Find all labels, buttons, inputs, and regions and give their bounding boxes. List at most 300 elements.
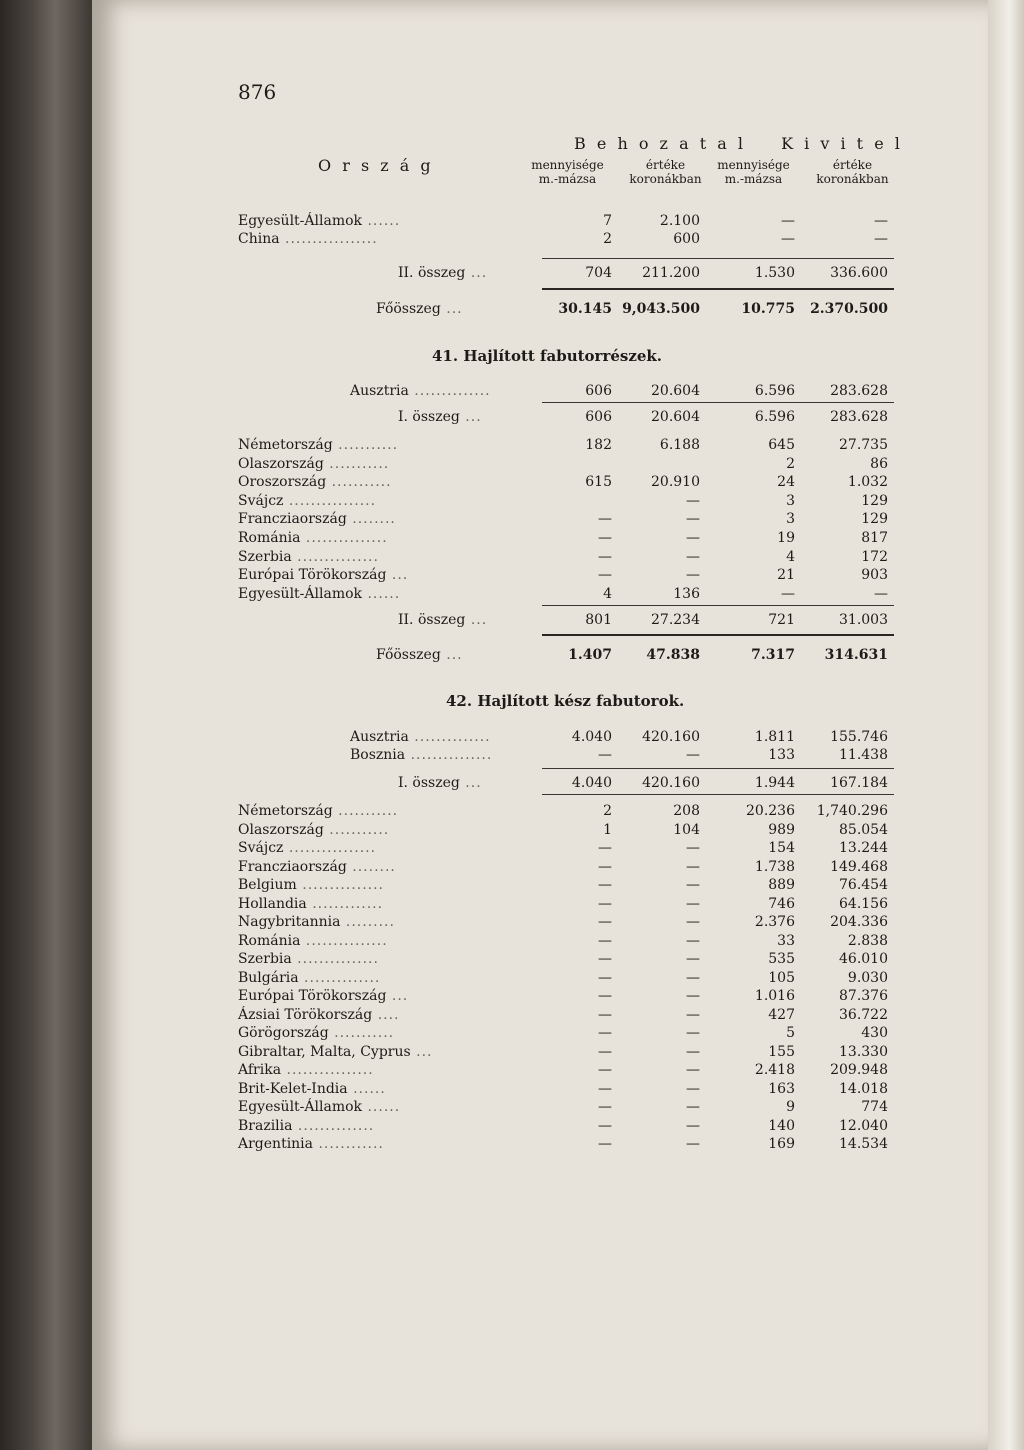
- row-value-4: 817: [861, 530, 888, 546]
- row-label-text: Francziaország: [238, 511, 347, 528]
- row-country: [238, 839, 376, 857]
- row-value-3: 169: [768, 1136, 795, 1152]
- sum-row: [0, 408, 1024, 426]
- row-value-1: 606: [585, 383, 612, 399]
- table-row: [0, 932, 1024, 950]
- row-value-1: —: [598, 877, 612, 893]
- row-value-2: 420.160: [642, 729, 700, 745]
- row-label-text: Olaszország: [238, 455, 324, 472]
- row-value-4: 209.948: [830, 1062, 888, 1078]
- row-value-3: —: [781, 585, 795, 602]
- row-value-2: 208: [673, 803, 700, 819]
- row-value-1: 4.040: [571, 775, 612, 791]
- row-country: [238, 895, 383, 913]
- table-row: [0, 969, 1024, 987]
- row-value-2: —: [686, 548, 700, 565]
- header-export-value: értéke koronákban: [816, 158, 889, 186]
- row-value-2: 20.604: [651, 383, 700, 399]
- row-value-2: —: [686, 1062, 700, 1078]
- row-value-2: 20.604: [651, 409, 700, 425]
- row-value-4: 903: [861, 567, 888, 584]
- row-value-3: —: [781, 213, 795, 229]
- row-value-2: —: [686, 1099, 700, 1115]
- row-value-1: 182: [585, 437, 612, 453]
- row-value-1: 4.040: [571, 729, 612, 745]
- row-value-1: —: [598, 1062, 612, 1078]
- row-value-2: —: [686, 877, 700, 893]
- leader-dots: ..............: [408, 729, 491, 745]
- row-value-3: 6.596: [754, 409, 795, 425]
- leader-dots: ......: [362, 213, 401, 229]
- row-label-text: Románia: [238, 932, 301, 949]
- header-import: B e h o z a t a l: [574, 134, 746, 153]
- row-label-text: Európai Törökország: [238, 567, 387, 584]
- row-value-2: —: [686, 1080, 700, 1097]
- row-value-2: —: [686, 492, 700, 509]
- leader-dots: ...............: [291, 548, 379, 565]
- leader-dots: ...: [440, 647, 463, 663]
- table-row: [0, 821, 1024, 839]
- row-value-1: 615: [585, 474, 612, 491]
- row-value-2: —: [686, 988, 700, 1004]
- row-value-4: 129: [861, 492, 888, 509]
- row-label-text: Németország: [238, 437, 333, 453]
- row-country: [238, 950, 379, 968]
- row-value-2: —: [686, 932, 700, 949]
- row-label-text: Ázsiai Törökország: [238, 1006, 373, 1023]
- table-row: [0, 802, 1024, 820]
- row-sum-label: [398, 774, 482, 792]
- sum-row: [0, 774, 1024, 792]
- table-rule: [542, 258, 894, 259]
- row-value-1: —: [598, 988, 612, 1004]
- row-label-text: Ausztria: [350, 383, 409, 399]
- row-country: [238, 913, 395, 931]
- row-value-2: —: [686, 1006, 700, 1023]
- leader-dots: ......: [347, 1080, 386, 1097]
- row-value-4: 14.534: [839, 1136, 888, 1152]
- table-row: [0, 913, 1024, 931]
- row-value-2: —: [686, 895, 700, 912]
- sum-row: [0, 611, 1024, 629]
- row-country: [238, 510, 396, 528]
- row-value-4: 85.054: [839, 821, 888, 838]
- table-row: [0, 858, 1024, 876]
- row-label-text: Szerbia: [238, 548, 292, 565]
- row-value-3: 33: [777, 932, 795, 949]
- leader-dots: ........: [346, 511, 396, 528]
- row-label-text: Nagybritannia: [238, 914, 341, 930]
- table-rule: [542, 768, 894, 769]
- row-value-3: 20.236: [746, 803, 795, 819]
- total-row: [0, 646, 1024, 664]
- row-value-3: 4: [786, 548, 795, 565]
- row-value-1: —: [598, 1043, 612, 1060]
- row-country: [238, 585, 400, 603]
- row-label-text: Görögország: [238, 1025, 329, 1041]
- table-row: [0, 1006, 1024, 1024]
- row-value-4: 87.376: [839, 988, 888, 1004]
- row-value-1: —: [598, 858, 612, 875]
- row-value-4: 1.032: [847, 474, 888, 491]
- row-value-4: 13.330: [839, 1043, 888, 1060]
- row-value-1: 1.407: [568, 647, 612, 663]
- table-row: [0, 1024, 1024, 1042]
- row-value-3: 645: [768, 437, 795, 453]
- row-value-1: —: [598, 932, 612, 949]
- row-value-1: —: [598, 914, 612, 930]
- row-value-4: 172: [861, 548, 888, 565]
- table-row: [0, 1098, 1024, 1116]
- row-value-1: —: [598, 1080, 612, 1097]
- row-value-2: —: [686, 858, 700, 875]
- row-value-1: 1: [603, 821, 612, 838]
- row-value-4: 2.838: [847, 932, 888, 949]
- table-rule: [542, 794, 894, 795]
- leader-dots: ...: [465, 612, 488, 628]
- header-export-qty: mennyisége m.-mázsa: [717, 158, 790, 186]
- row-value-3: 3: [786, 492, 795, 509]
- row-label-text: I. összeg: [398, 775, 460, 791]
- table-row: [0, 1061, 1024, 1079]
- row-value-1: —: [598, 548, 612, 565]
- row-value-4: 27.735: [839, 437, 888, 453]
- row-value-4: 64.156: [839, 895, 888, 912]
- row-label-text: Argentinia: [238, 1136, 314, 1152]
- row-value-3: 2: [786, 455, 795, 472]
- leader-dots: ...: [465, 265, 488, 281]
- row-value-4: 167.184: [830, 775, 888, 791]
- row-label-text: Egyesült-Államok: [238, 585, 363, 602]
- row-sum-label: [376, 646, 463, 664]
- row-value-4: 336.600: [830, 265, 888, 281]
- row-label-text: Bulgária: [238, 969, 299, 986]
- row-value-3: 1.811: [754, 729, 795, 745]
- row-country: [238, 802, 398, 820]
- section-title: 42. Hajlított kész fabutorok.: [446, 692, 685, 710]
- leader-dots: ...........: [323, 455, 390, 472]
- table-row: [0, 492, 1024, 510]
- row-value-1: 2: [603, 803, 612, 819]
- leader-dots: .................: [279, 231, 378, 247]
- leader-dots: ...........: [332, 803, 399, 819]
- row-value-4: —: [874, 213, 888, 229]
- row-value-3: 889: [768, 877, 795, 893]
- row-value-3: 21: [777, 567, 795, 584]
- row-value-3: 2.418: [754, 1062, 795, 1078]
- row-value-2: 104: [673, 821, 700, 838]
- row-label-text: China: [238, 231, 280, 247]
- row-value-3: 721: [768, 612, 795, 628]
- header-export: K i v i t e l: [781, 134, 903, 153]
- row-value-4: 12.040: [839, 1117, 888, 1134]
- row-value-2: —: [686, 1025, 700, 1041]
- row-value-1: 801: [585, 612, 612, 628]
- row-label-text: I. összeg: [398, 409, 460, 425]
- row-value-3: 3: [786, 511, 795, 528]
- row-country: [350, 746, 492, 764]
- row-value-4: 129: [861, 511, 888, 528]
- row-label-text: Afrika: [238, 1062, 282, 1078]
- row-value-2: —: [686, 1117, 700, 1134]
- row-value-1: —: [598, 895, 612, 912]
- row-value-2: —: [686, 530, 700, 546]
- row-label-text: Európai Törökország: [238, 988, 387, 1004]
- row-label-text: Olaszország: [238, 821, 324, 838]
- row-value-3: 10.775: [741, 301, 795, 317]
- row-value-3: 2.376: [754, 914, 795, 930]
- row-value-1: —: [598, 567, 612, 584]
- header-country: O r s z á g: [318, 156, 434, 175]
- row-value-3: 163: [768, 1080, 795, 1097]
- row-value-4: 149.468: [830, 858, 888, 875]
- sum-row: [0, 264, 1024, 282]
- table-row: [0, 230, 1024, 248]
- table-row: [0, 212, 1024, 230]
- row-value-3: 140: [768, 1117, 795, 1134]
- table-row: [0, 382, 1024, 400]
- row-value-1: 606: [585, 409, 612, 425]
- header-import-qty: mennyisége m.-mázsa: [531, 158, 604, 186]
- row-value-2: 211.200: [642, 265, 700, 281]
- row-value-2: 136: [673, 585, 700, 602]
- leader-dots: .............: [306, 895, 384, 912]
- row-country: [238, 455, 389, 473]
- row-country: [238, 1043, 433, 1061]
- total-row: [0, 300, 1024, 318]
- leader-dots: ...............: [405, 747, 493, 764]
- row-value-4: 46.010: [839, 951, 888, 967]
- row-value-3: 535: [768, 951, 795, 967]
- leader-dots: ....: [372, 1006, 400, 1023]
- row-country: [238, 212, 400, 230]
- row-value-3: 105: [768, 969, 795, 986]
- row-country: [238, 969, 380, 987]
- row-value-3: 9: [786, 1099, 795, 1115]
- row-label-text: Svájcz: [238, 840, 284, 856]
- row-value-2: 600: [673, 231, 700, 247]
- row-country: [350, 382, 491, 400]
- leader-dots: ...............: [291, 951, 379, 967]
- row-value-2: —: [686, 914, 700, 930]
- table-rule: [542, 605, 894, 606]
- row-label-text: Oroszország: [238, 474, 327, 491]
- table-rule: [542, 402, 894, 403]
- table-row: [0, 529, 1024, 547]
- row-country: [238, 1080, 386, 1098]
- leader-dots: ........: [346, 858, 396, 875]
- row-value-2: —: [686, 511, 700, 528]
- row-value-4: —: [874, 585, 888, 602]
- row-value-3: 7.317: [751, 647, 795, 663]
- row-label-text: II. összeg: [398, 612, 466, 628]
- row-label-text: Hollandia: [238, 895, 307, 912]
- row-value-1: —: [598, 511, 612, 528]
- table-row: [0, 1080, 1024, 1098]
- row-value-1: —: [598, 1117, 612, 1134]
- leader-dots: ...: [386, 988, 409, 1004]
- table-row: [0, 1043, 1024, 1061]
- row-country: [238, 492, 376, 510]
- row-sum-label: [398, 408, 482, 426]
- table-row: [0, 436, 1024, 454]
- table-row: [0, 728, 1024, 746]
- row-label-text: Egyesült-Államok: [238, 213, 363, 229]
- row-country: [238, 1098, 400, 1116]
- table-row: [0, 895, 1024, 913]
- row-label-text: Brit-Kelet-India: [238, 1080, 348, 1097]
- row-value-2: 420.160: [642, 775, 700, 791]
- row-value-1: 30.145: [558, 301, 612, 317]
- leader-dots: ................: [283, 840, 377, 856]
- row-label-text: Németország: [238, 803, 333, 819]
- row-value-3: —: [781, 231, 795, 247]
- row-value-2: —: [686, 567, 700, 584]
- row-country: [238, 876, 384, 894]
- row-value-4: 76.454: [839, 877, 888, 893]
- table-row: [0, 746, 1024, 764]
- leader-dots: ...............: [296, 877, 384, 893]
- leader-dots: ...........: [328, 1025, 395, 1041]
- leader-dots: ..............: [408, 383, 491, 399]
- row-sum-label: [376, 300, 463, 318]
- row-label-text: Francziaország: [238, 858, 347, 875]
- row-value-4: 2.370.500: [810, 301, 888, 317]
- row-value-3: 133: [768, 747, 795, 764]
- table-row: [0, 548, 1024, 566]
- row-label-text: Bosznia: [350, 747, 406, 764]
- row-value-4: 1,740.296: [816, 803, 888, 819]
- row-label-text: Főösszeg: [376, 647, 441, 663]
- row-value-2: 20.910: [651, 474, 700, 491]
- table-row: [0, 987, 1024, 1005]
- row-country: [238, 1006, 400, 1024]
- row-value-3: 5: [786, 1025, 795, 1041]
- row-value-3: 154: [768, 840, 795, 856]
- table-row: [0, 876, 1024, 894]
- table-row: [0, 1135, 1024, 1153]
- row-value-3: 427: [768, 1006, 795, 1023]
- row-country: [350, 728, 491, 746]
- row-value-4: 36.722: [839, 1006, 888, 1023]
- row-value-3: 989: [768, 821, 795, 838]
- row-value-2: —: [686, 1043, 700, 1060]
- row-value-1: 2: [603, 231, 612, 247]
- section-title: 41. Hajlított fabutorrészek.: [432, 347, 663, 365]
- table-rule: [542, 288, 894, 290]
- row-value-2: —: [686, 840, 700, 856]
- leader-dots: ..............: [292, 1117, 375, 1134]
- row-value-4: 283.628: [830, 409, 888, 425]
- row-country: [238, 987, 408, 1005]
- page-number: 876: [238, 80, 277, 104]
- row-value-4: 774: [861, 1099, 888, 1115]
- leader-dots: ...: [440, 301, 463, 317]
- row-value-1: —: [598, 747, 612, 764]
- row-value-2: —: [686, 747, 700, 764]
- row-value-4: —: [874, 231, 888, 247]
- table-rule: [542, 634, 894, 636]
- leader-dots: ...............: [300, 530, 388, 546]
- row-country: [238, 529, 388, 547]
- row-value-4: 314.631: [824, 647, 888, 663]
- row-label-text: Ausztria: [350, 729, 409, 745]
- row-value-1: —: [598, 969, 612, 986]
- header-import-value: értéke koronákban: [629, 158, 702, 186]
- row-value-4: 155.746: [830, 729, 888, 745]
- row-value-3: 1.738: [754, 858, 795, 875]
- row-value-1: —: [598, 840, 612, 856]
- row-country: [238, 230, 378, 248]
- row-value-3: 155: [768, 1043, 795, 1060]
- row-value-3: 24: [777, 474, 795, 491]
- row-value-3: 1.016: [754, 988, 795, 1004]
- row-label-text: Főösszeg: [376, 301, 441, 317]
- row-value-4: 14.018: [839, 1080, 888, 1097]
- row-value-3: 746: [768, 895, 795, 912]
- row-value-4: 31.003: [839, 612, 888, 628]
- row-country: [238, 932, 388, 950]
- row-value-2: 9,043.500: [622, 301, 700, 317]
- leader-dots: ..............: [298, 969, 381, 986]
- row-country: [238, 1024, 394, 1042]
- row-value-4: 9.030: [847, 969, 888, 986]
- row-value-2: —: [686, 1136, 700, 1152]
- leader-dots: ................: [283, 492, 377, 509]
- row-value-1: —: [598, 1025, 612, 1041]
- leader-dots: ...........: [332, 437, 399, 453]
- row-value-1: —: [598, 1099, 612, 1115]
- table-row: [0, 1117, 1024, 1135]
- leader-dots: ......: [362, 585, 401, 602]
- row-value-4: 204.336: [830, 914, 888, 930]
- row-value-2: 6.188: [659, 437, 700, 453]
- row-value-1: —: [598, 530, 612, 546]
- row-value-3: 1.944: [754, 775, 795, 791]
- row-value-2: 27.234: [651, 612, 700, 628]
- row-value-3: 1.530: [754, 265, 795, 281]
- leader-dots: ...: [410, 1043, 433, 1060]
- table-row: [0, 566, 1024, 584]
- table-row: [0, 585, 1024, 603]
- row-sum-label: [398, 611, 487, 629]
- row-label-text: Románia: [238, 530, 301, 546]
- row-label-text: Belgium: [238, 877, 297, 893]
- row-label-text: Brazilia: [238, 1117, 293, 1134]
- row-value-1: —: [598, 951, 612, 967]
- leader-dots: ............: [313, 1136, 384, 1152]
- leader-dots: ......: [362, 1099, 401, 1115]
- leader-dots: ...: [386, 567, 409, 584]
- row-value-1: —: [598, 1136, 612, 1152]
- table-row: [0, 510, 1024, 528]
- row-value-2: —: [686, 969, 700, 986]
- row-value-2: —: [686, 951, 700, 967]
- row-value-1: 7: [603, 213, 612, 229]
- row-sum-label: [398, 264, 487, 282]
- row-country: [238, 821, 389, 839]
- row-label-text: Egyesült-Államok: [238, 1099, 363, 1115]
- row-country: [238, 548, 379, 566]
- leader-dots: ...............: [300, 932, 388, 949]
- row-country: [238, 1117, 374, 1135]
- row-value-1: 704: [585, 265, 612, 281]
- row-country: [238, 473, 392, 491]
- row-country: [238, 1135, 384, 1153]
- row-value-1: —: [598, 1006, 612, 1023]
- row-country: [238, 858, 396, 876]
- row-label-text: II. összeg: [398, 265, 466, 281]
